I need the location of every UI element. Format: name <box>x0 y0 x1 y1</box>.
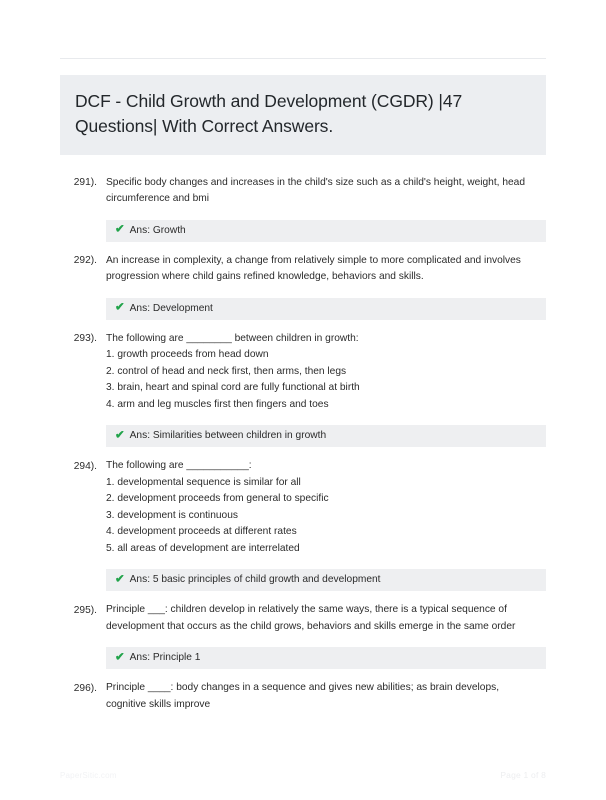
sublist-item: 1. growth proceeds from head down <box>106 349 269 361</box>
sublist-item: 3. brain, heart and spinal cord are fully functional at birth <box>106 382 360 394</box>
question-item <box>60 331 546 448</box>
header-divider <box>60 58 546 59</box>
sublist-item: 2. control of head and neck first, then arms, then legs <box>106 365 347 377</box>
question-number: 293). <box>73 333 97 345</box>
answer-text: Ans: Principle 1 <box>129 652 201 664</box>
question-row <box>60 331 546 414</box>
question-row <box>60 458 546 557</box>
check-icon: ✔ <box>115 223 125 236</box>
question-list <box>60 175 546 714</box>
footer-page-number: Page 1 of 8 <box>500 770 546 780</box>
document-title: DCF - Child Growth and Development (CGDR) |47 Questions| With Correct Answers. <box>60 75 546 155</box>
sublist-item: 2. development proceeds from general to specific <box>106 493 329 505</box>
answer-bar <box>106 647 546 669</box>
question-text: Principle ____: body changes in a sequence and gives new abilities; as brain develops, cognitive skills improve <box>106 682 500 710</box>
question-row <box>60 680 546 713</box>
question-item <box>60 175 546 242</box>
sublist-item: 4. development proceeds at different rates <box>106 526 297 538</box>
check-icon: ✔ <box>115 573 125 585</box>
question-sublist <box>106 347 542 413</box>
question-body <box>106 331 546 414</box>
question-item <box>60 602 546 669</box>
question-number: 295). <box>73 604 97 616</box>
answer-text: Ans: Similarities between children in growth <box>129 430 327 442</box>
question-number: 291). <box>73 177 97 189</box>
question-text: Principle ___: children develop in relatively the same ways, there is a typical sequence of development that occurs as the child grows, behaviors and skills emerge in the same order <box>106 604 516 632</box>
question-body <box>106 175 546 208</box>
question-number: 292). <box>73 255 97 267</box>
document-content <box>60 75 546 724</box>
question-item <box>60 253 546 320</box>
question-body <box>106 253 546 286</box>
question-row <box>60 175 546 208</box>
question-body <box>106 602 546 635</box>
question-text: Specific body changes and increases in the child's size such as a child's height, weight, head circumference and bmi <box>106 176 525 205</box>
answer-text: Ans: Development <box>129 302 213 314</box>
check-icon: ✔ <box>115 651 125 663</box>
sublist-item: 5. all areas of development are interrelated <box>106 542 300 554</box>
sublist-item: 4. arm and leg muscles first then fingers and toes <box>106 398 329 410</box>
question-body <box>106 458 546 557</box>
question-text: The following are ___________: <box>106 460 252 472</box>
answer-text: Ans: Growth <box>129 224 186 236</box>
answer-bar <box>106 220 546 242</box>
question-number: 294). <box>73 460 97 472</box>
question-row <box>60 602 546 635</box>
answer-text: Ans: 5 basic principles of child growth and development <box>129 574 381 586</box>
page-footer <box>60 770 546 780</box>
question-item <box>60 680 546 713</box>
question-sublist <box>106 475 542 558</box>
answer-bar <box>106 569 546 591</box>
sublist-item: 1. developmental sequence is similar for all <box>106 476 301 488</box>
check-icon: ✔ <box>115 301 125 314</box>
question-text: The following are ________ between children in growth: <box>106 332 359 344</box>
sublist-item: 3. development is continuous <box>106 509 238 521</box>
footer-watermark: PaperSitic.com <box>60 771 117 780</box>
answer-bar <box>106 425 546 447</box>
question-row <box>60 253 546 286</box>
question-item <box>60 458 546 591</box>
check-icon: ✔ <box>115 429 125 441</box>
question-body <box>106 680 546 713</box>
answer-bar <box>106 298 546 320</box>
question-number: 296). <box>73 682 97 694</box>
question-text: An increase in complexity, a change from relatively simple to more complicated and involves progression where child gains refined knowledge, behaviors and skills. <box>106 254 521 283</box>
